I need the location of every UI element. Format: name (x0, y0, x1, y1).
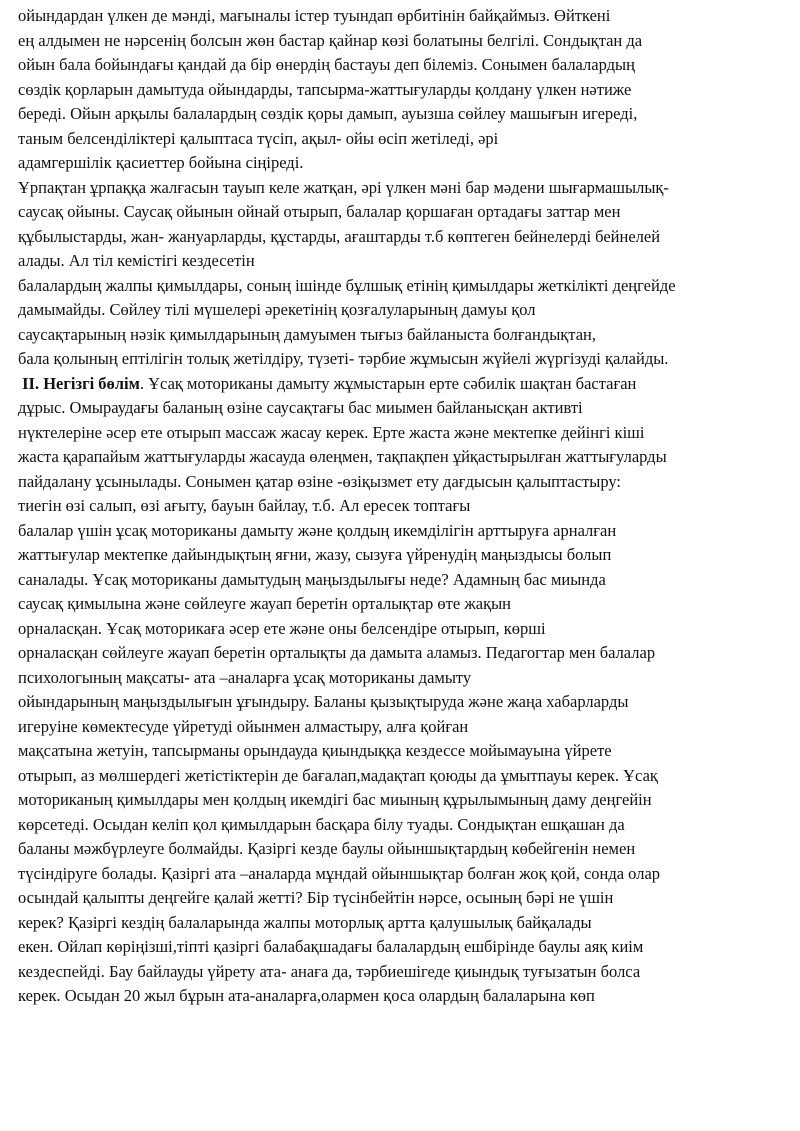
text-line: саналады. Ұсақ моториканы дамытудың маңыздылығы неде? Адамның бас миында (18, 569, 606, 589)
text-line: отырып, аз мөлшердегі жетістіктерін де бағалап,мадақтап қоюды да ұмытпауы керек. Ұсақ (18, 765, 658, 785)
text-line: Ұрпақтан ұрпаққа жалғасын тауып келе жатқан, әрі үлкен мәні бар мәдени шығармашылық- (18, 177, 669, 197)
text-line: ойындарының маңыздылығын ұғындыру. Баланы қызықтыруда және жаңа хабарларды (18, 692, 629, 711)
section-heading-line (18, 372, 782, 397)
text-line: ең алдымен не нәрсенің болсын жөн бастар қайнар көзі болатыны белгілі. Сондықтан да (18, 30, 643, 50)
text-line: ойындардан үлкен де мәнді, мағыналы істер туындап өрбитінін байқаймыз. Өйткені (18, 6, 611, 25)
text-line: игеруіне көмектесуде үйретуді ойынмен алмастыру, алға қойған (18, 716, 469, 736)
text-line: береді. Ойын арқылы балалардың сөздік қоры дамып, ауызша сөйлеу машығын игереді, (18, 104, 638, 123)
text-line: түсіндіруге болады. Қазіргі ата –аналарда мұндай ойыншықтар болған жоқ қой, сонда олар (18, 863, 661, 883)
text-line: балалардың жалпы қимылдары, соның ішінде бұлшық етінің қимылдары жеткілікті деңгейде (18, 275, 676, 295)
text-line: баланы мәжбүрлеуге болмайды. Қазіргі кезде баулы ойыншықтардың көбейгенін немен (18, 839, 636, 858)
text-line: дұрыс. Омыраудағы баланың өзіне саусақтағы бас миымен байланысқан активті (18, 398, 583, 417)
text-line: адамгершілік қасиеттер бойына сіңіреді. (18, 153, 304, 172)
text-line: саусақ қимылына және сөйлеуге жауап беретін орталықтар өте жақын (18, 594, 512, 613)
text-line: саусақ ойыны. Саусақ ойынын ойнай отырып, балалар қоршаған ортадағы заттар мен (18, 202, 621, 221)
text-line: құбылыстарды, жан- жануарларды, құстарды, ағаштарды т.б көптеген бейнелерді бейнелей (18, 226, 661, 246)
text-line: орналасқан сөйлеуге жауап беретін орталықты да дамыта аламыз. Педагогтар мен балалар (18, 643, 656, 662)
text-line: керек? Қазіргі кездің балаларында жалпы моторлық артта қалушылық байқалады (18, 912, 592, 932)
text-line: жаттығулар мектепке дайындықтың яғни, жазу, сызуға үйренудің маңыздысы болып (18, 545, 612, 564)
text-line: кездеспейді. Бау байлауды үйрету ата- анаға да, тәрбиешігеде қиындық туғызатын болса (18, 961, 641, 981)
text-line: балалар үшін ұсақ моториканы дамыту және қолдың икемділігін арттыруға арналған (18, 520, 617, 540)
text-line: саусақтарының нәзік қимылдарының дамуымен тығыз байланыста болғандықтан, (18, 324, 596, 344)
text-line: тиегін өзі салып, өзі ағыту, бауын байлау, т.б. Ал ересек топтағы (18, 496, 471, 515)
text-line: осындай қалыпты деңгейге қалай жетті? Бір түсінбейтін нәрсе, осының бәрі не үшін (18, 888, 614, 907)
text-line: алады. Ал тіл кемістігі кездесетін (18, 251, 255, 270)
text-line: бала қолының ептілігін толық жетілдіру, түзеті- тәрбие жұмысын жүйелі жүргізуді қалайды. (18, 349, 669, 368)
text-line: сөздік қорларын дамытуда ойындарды, тапсырма-жаттығуларды қолдану үлкен нәтиже (18, 79, 632, 99)
text-line: керек. Осыдан 20 жыл бұрын ата-аналарға,олармен қоса олардың балаларына көп (18, 986, 595, 1005)
text-line: көрсетеді. Осыдан келіп қол қимылдарын басқара білу туады. Сондықтан ешқашан да (18, 814, 625, 834)
text-line: таным белсенділіктері қалыптаса түсіп, ақыл- ойы өсіп жетіледі, әрі (18, 128, 499, 148)
section-heading: II. Негізгі бөлім (22, 373, 140, 393)
text-line: психологының мақсаты- ата –аналарға ұсақ моториканы дамыту (18, 667, 472, 687)
text-line: нүктелеріне әсер ете отырып массаж жасау керек. Ерте жаста және мектепке дейінгі кіші (18, 422, 645, 442)
text-line: пайдалану ұсынылады. Сонымен қатар өзіне -өзіқызмет ету дағдысын қалыптастыру: (18, 471, 622, 491)
text-line: мақсатына жетуін, тапсырманы орындауда қиындыққа кездессе мойымауына үйрете (18, 741, 612, 760)
text-line: екен. Ойлап көріңізші,тіпті қазіргі балабақшадағы балалардың ешбірінде баулы аяқ киім (18, 937, 644, 956)
text-line: . Ұсақ моториканы дамыту жұмыстарын ерте сәбилік шақтан бастаған (139, 373, 637, 393)
text-line: жаста қарапайым жаттығуларды жасауда өлеңмен, тақпақпен ұйқастырылған жаттығуларды (18, 447, 667, 466)
text-line: ойын бала бойындағы қандай да бір өнердің бастауы деп білеміз. Сонымен балалардың (18, 55, 635, 74)
text-line: дамымайды. Сөйлеу тілі мүшелері әрекетінің қозғалуларының дамуы қол (18, 300, 536, 319)
text-line: моториканың қимылдары мен қолдың икемдігі бас миының құрылымының даму деңгейін (18, 790, 652, 809)
text-line: орналасқан. Ұсақ моторикаға әсер ете және оны белсендіре отырып, көрші (18, 618, 546, 638)
